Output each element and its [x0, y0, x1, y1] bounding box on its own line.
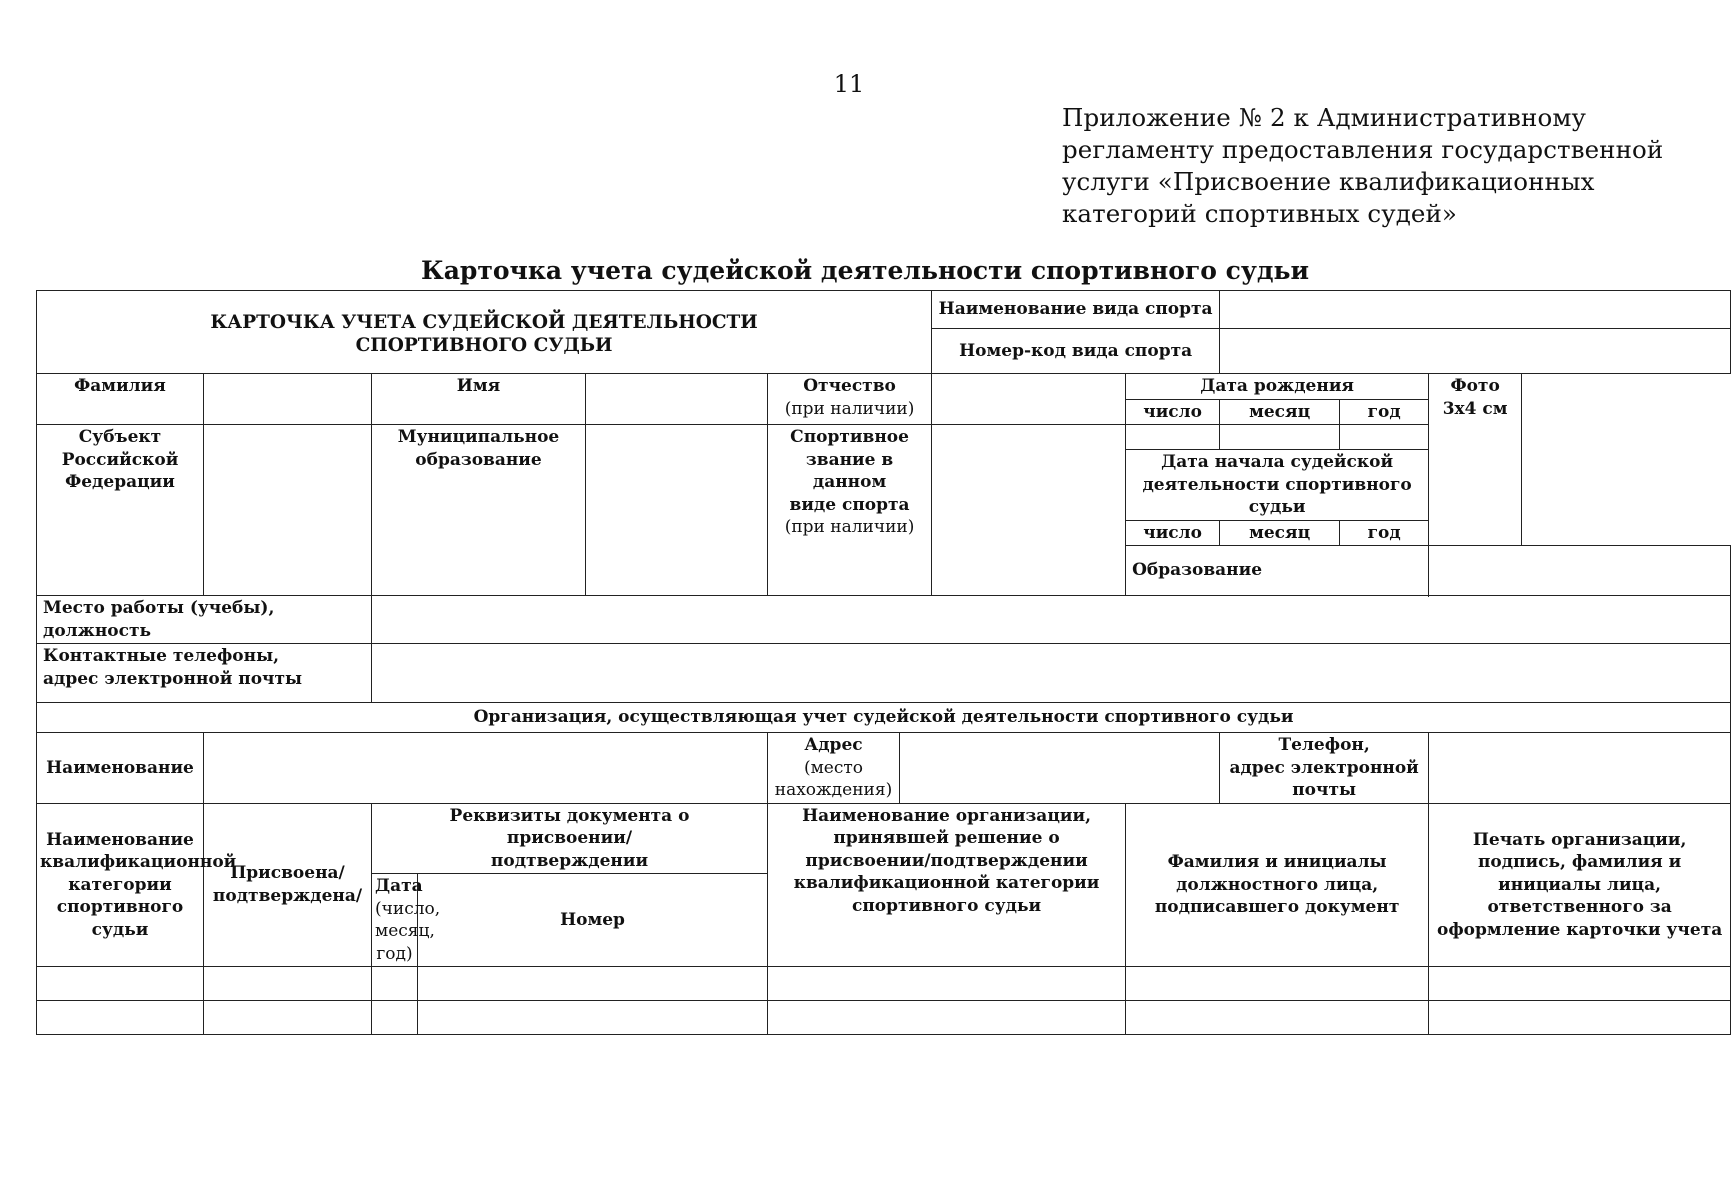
qual-category-cell[interactable]	[37, 967, 204, 1001]
sport-name-label: Наименование вида спорта	[932, 291, 1220, 329]
birth-month-field[interactable]	[1220, 425, 1340, 450]
assigned-line: подтверждена/	[212, 885, 363, 906]
doc-date-text: Дата	[375, 876, 423, 896]
start-year-label: год	[1340, 520, 1429, 546]
qual-category-line: категории	[68, 874, 172, 895]
municipality-field[interactable]	[586, 425, 768, 596]
phone-field[interactable]	[1429, 733, 1731, 804]
municipality-line: образование	[415, 449, 542, 470]
decision-org-line: принявшей решение о	[833, 828, 1060, 848]
contacts-field[interactable]	[372, 644, 1731, 703]
signer-cell[interactable]	[1126, 967, 1429, 1001]
decision-org-cell[interactable]	[768, 1001, 1126, 1035]
name-field[interactable]	[586, 374, 768, 425]
address-text: Адрес	[804, 735, 863, 755]
appendix-note	[1062, 102, 1682, 230]
sport-title-field[interactable]	[932, 425, 1126, 596]
qual-category-line: квалификационной	[40, 852, 237, 872]
doc-number-cell[interactable]	[418, 967, 768, 1001]
start-day-label: число	[1126, 520, 1220, 546]
appendix-line: услуги «Присвоение квалификационных	[1062, 167, 1595, 196]
stamp-line: Печать организации,	[1472, 829, 1687, 850]
address-note: нахождения)	[774, 780, 893, 800]
birth-month-label: месяц	[1220, 399, 1340, 425]
stamp-cell[interactable]	[1429, 1001, 1731, 1035]
region-line: Субъект	[78, 427, 162, 447]
phone-line: почты	[1292, 780, 1357, 800]
sport-title-line: Спортивное	[790, 427, 909, 447]
optional-note: (при наличии)	[784, 398, 915, 419]
start-date-line: Дата начала судейской	[1161, 452, 1394, 472]
signer-line: Фамилия и инициалы	[1167, 852, 1387, 872]
assigned-cell[interactable]	[204, 967, 372, 1001]
start-date-line: деятельности спортивного	[1142, 474, 1412, 495]
start-date-label	[1126, 450, 1429, 521]
birth-year-field[interactable]	[1340, 425, 1429, 450]
doc-date-cell[interactable]	[372, 967, 418, 1001]
phone-label	[1220, 733, 1429, 804]
stamp-line: подпись, фамилия и	[1477, 852, 1682, 872]
surname-label: Фамилия	[37, 374, 204, 425]
doc-number-header: Номер	[418, 874, 768, 967]
doc-date-note: (число,	[375, 898, 441, 919]
optional-note: (при наличии)	[784, 517, 915, 537]
doc-details-line: присвоении/	[506, 828, 633, 848]
org-name-field[interactable]	[204, 733, 768, 804]
doc-date-cell[interactable]	[372, 1001, 418, 1035]
decision-org-cell[interactable]	[768, 967, 1126, 1001]
contacts-line: адрес электронной почты	[43, 668, 303, 689]
birth-year-label: год	[1340, 399, 1429, 425]
doc-date-note: месяц,	[375, 921, 435, 941]
region-line: Федерации	[65, 472, 175, 492]
municipality-line: Муниципальное	[397, 427, 560, 447]
stamp-line: ответственного за	[1487, 897, 1672, 917]
card-header-line: СПОРТИВНОГО СУДЬИ	[355, 335, 613, 356]
workplace-field[interactable]	[372, 596, 1731, 644]
education-field[interactable]	[1429, 546, 1731, 596]
birth-day-field[interactable]	[1126, 425, 1220, 450]
doc-date-note: год)	[376, 943, 413, 964]
doc-details-line: подтверждении	[490, 850, 649, 871]
assigned-cell[interactable]	[204, 1001, 372, 1035]
stamp-cell[interactable]	[1429, 967, 1731, 1001]
patronymic-label	[768, 374, 932, 425]
name-label: Имя	[372, 374, 586, 425]
sport-code-label: Номер-код вида спорта	[932, 329, 1220, 374]
region-label	[37, 425, 204, 596]
contacts-line: Контактные телефоны,	[43, 646, 280, 666]
region-line: Российской	[61, 449, 179, 470]
stamp-line: инициалы лица,	[1498, 874, 1662, 895]
decision-org-line: присвоении/подтверждении	[805, 850, 1088, 871]
assigned-header	[204, 803, 372, 967]
card-header	[37, 291, 932, 374]
stamp-line: оформление карточки учета	[1437, 919, 1723, 940]
sport-name-field[interactable]	[1220, 291, 1731, 329]
phone-line: Телефон,	[1278, 735, 1370, 755]
qual-category-line: спортивного судьи	[56, 897, 184, 940]
birth-date-label: Дата рождения	[1126, 374, 1429, 400]
assigned-line: Присвоена/	[230, 863, 345, 884]
doc-details-line: Реквизиты документа о	[449, 805, 690, 826]
birth-day-label: число	[1126, 399, 1220, 425]
contacts-label	[37, 644, 372, 703]
phone-line: адрес электронной	[1229, 757, 1419, 778]
sport-title-line: звание в данном	[805, 449, 894, 492]
patronymic-field[interactable]	[932, 374, 1126, 425]
judge-record-card-table	[36, 290, 1731, 1035]
appendix-line: категорий спортивных судей»	[1062, 199, 1458, 228]
decision-org-line: квалификационной категории	[793, 873, 1100, 893]
qual-category-line: Наименование	[46, 829, 194, 850]
address-note: (место	[803, 757, 864, 778]
photo-size: 3x4 см	[1442, 398, 1508, 419]
qual-category-header	[37, 803, 237, 967]
signer-header	[1126, 803, 1429, 967]
card-header-line: КАРТОЧКА УЧЕТА СУДЕЙСКОЙ ДЕЯТЕЛЬНОСТИ	[210, 312, 758, 333]
signer-cell[interactable]	[1126, 1001, 1429, 1035]
doc-date-header	[372, 874, 441, 967]
doc-number-cell[interactable]	[418, 1001, 768, 1035]
sport-title-label	[768, 425, 932, 596]
signer-line: подписавшего документ	[1154, 897, 1400, 917]
org-name-label: Наименование	[37, 733, 204, 804]
qual-category-cell[interactable]	[37, 1001, 204, 1035]
decision-org-header	[768, 803, 1126, 967]
document-title: Карточка учета судейской деятельности спортивного судьи	[420, 256, 1310, 285]
sport-code-field[interactable]	[1220, 329, 1731, 374]
signer-line: должностного лица,	[1176, 874, 1379, 895]
address-field[interactable]	[900, 733, 1220, 804]
patronymic-text: Отчество	[803, 376, 896, 396]
appendix-line: Приложение № 2 к Административному	[1062, 103, 1587, 132]
doc-details-header	[372, 803, 768, 874]
stamp-header	[1429, 803, 1731, 967]
page-number: 11	[833, 70, 865, 98]
photo-label: Фото	[1450, 376, 1500, 396]
start-month-label: месяц	[1220, 520, 1340, 546]
sport-title-line: виде спорта	[789, 494, 910, 515]
decision-org-line: спортивного судьи	[851, 895, 1042, 916]
municipality-label	[372, 425, 586, 596]
org-section-header: Организация, осуществляющая учет судейской деятельности спортивного судьи	[37, 703, 1731, 733]
workplace-label: Место работы (учебы), должность	[37, 596, 372, 644]
appendix-line: регламенту предоставления государственной	[1062, 135, 1664, 164]
education-label: Образование	[1126, 546, 1429, 596]
photo-placeholder	[1429, 374, 1522, 546]
region-field[interactable]	[204, 425, 372, 596]
surname-field[interactable]	[204, 374, 372, 425]
start-date-line: судьи	[1248, 497, 1306, 517]
address-label	[768, 733, 900, 804]
decision-org-line: Наименование организации,	[802, 805, 1092, 826]
